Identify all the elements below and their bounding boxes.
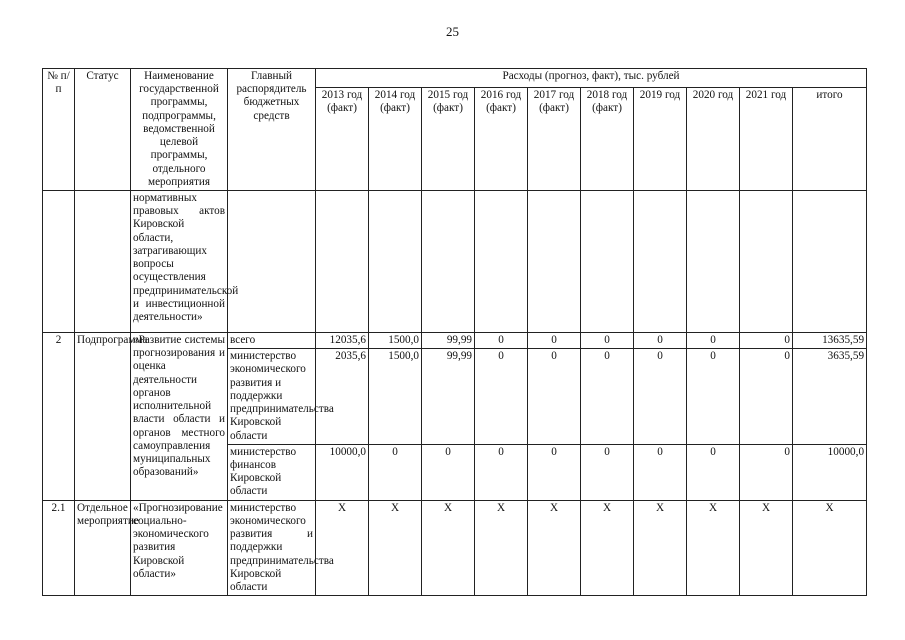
program2-total: 3635,59 <box>793 349 867 445</box>
item21-total: X <box>793 500 867 596</box>
program2-value: 0 <box>740 349 793 445</box>
item21-distributor: министерство экономического развития и поддержки предпринимательства Кировской области <box>228 500 316 596</box>
header-year: 2018 год (факт) <box>581 87 634 190</box>
item21-name: «Прогнозирование социально-экономического развития Кировской области» <box>131 500 228 596</box>
program2-value: 0 <box>581 444 634 500</box>
cell-empty <box>581 190 634 332</box>
item21-value: X <box>687 500 740 596</box>
item21-value: X <box>475 500 528 596</box>
program2-value: 0 <box>634 444 687 500</box>
program2-value: 0 <box>528 349 581 445</box>
program2-no: 2 <box>43 332 75 500</box>
program2-value: 0 <box>687 349 740 445</box>
item21-value: X <box>634 500 687 596</box>
header-name: Наименование государственной программы, подпрограммы, ведомственной целевой программы, отдельного мероприятия <box>131 69 228 191</box>
program2-value: 2035,6 <box>316 349 369 445</box>
program2-value: 12035,6 <box>316 332 369 348</box>
program2-distributor: всего <box>228 332 316 348</box>
item21-value: X <box>369 500 422 596</box>
program2-distributor: министерство финансов Кировской области <box>228 444 316 500</box>
program2-value: 0 <box>369 444 422 500</box>
program2-distributor: министерство экономического развития и поддержки предпринимательства Кировской области <box>228 349 316 445</box>
item21-no: 2.1 <box>43 500 75 596</box>
header-year: 2017 год (факт) <box>528 87 581 190</box>
item21-status: Отдельное мероприятие <box>75 500 131 596</box>
header-year: 2019 год <box>634 87 687 190</box>
program2-name: «Развитие системы прогнозирования и оценка деятельности органов исполнительной власти области и органов местного самоуправления муниципальных образований» <box>131 332 228 500</box>
program2-value: 0 <box>581 349 634 445</box>
program2-value: 0 <box>687 444 740 500</box>
header-year: 2016 год (факт) <box>475 87 528 190</box>
header-expenses: Расходы (прогноз, факт), тыс. рублей <box>316 69 867 88</box>
header-row-1 <box>43 69 867 88</box>
program2-value: 99,99 <box>422 349 475 445</box>
cell-empty <box>43 190 75 332</box>
item21-value: X <box>581 500 634 596</box>
program2-value: 0 <box>740 444 793 500</box>
header-distributor: Главный распорядитель бюджетных средств <box>228 69 316 191</box>
cell-empty <box>740 190 793 332</box>
program2-value: 0 <box>740 332 793 348</box>
cell-empty <box>316 190 369 332</box>
continuation-row <box>43 190 867 332</box>
item21-row <box>43 500 867 596</box>
program2-status: Подпрограмма <box>75 332 131 500</box>
program2-value: 0 <box>581 332 634 348</box>
header-total: итого <box>793 87 867 190</box>
expenses-table <box>42 68 867 596</box>
program2-value: 0 <box>475 444 528 500</box>
cell-empty <box>687 190 740 332</box>
header-year: 2020 год <box>687 87 740 190</box>
header-year: 2021 год <box>740 87 793 190</box>
program2-value: 0 <box>687 332 740 348</box>
header-year: 2015 год (факт) <box>422 87 475 190</box>
program2-value: 0 <box>528 444 581 500</box>
cell-empty <box>528 190 581 332</box>
program2-value: 0 <box>422 444 475 500</box>
program2-value: 1500,0 <box>369 349 422 445</box>
cell-empty <box>475 190 528 332</box>
program2-value: 0 <box>475 332 528 348</box>
cell-empty <box>422 190 475 332</box>
header-year: 2013 год (факт) <box>316 87 369 190</box>
program2-value: 0 <box>634 332 687 348</box>
header-status: Статус <box>75 69 131 191</box>
cell-empty <box>369 190 422 332</box>
program2-value: 0 <box>634 349 687 445</box>
item21-value: X <box>422 500 475 596</box>
header-no: № п/п <box>43 69 75 191</box>
program2-value: 0 <box>475 349 528 445</box>
program2-value: 0 <box>528 332 581 348</box>
program2-total: 13635,59 <box>793 332 867 348</box>
cell-empty <box>228 190 316 332</box>
program2-value: 10000,0 <box>316 444 369 500</box>
cell-empty <box>793 190 867 332</box>
program2-value: 99,99 <box>422 332 475 348</box>
page-number: 25 <box>446 24 459 39</box>
continuation-name: нормативных правовых актов Кировской области, затрагивающих вопросы осуществления предпринимательской и инвестиционной деятельности» <box>131 190 228 332</box>
program2-total: 10000,0 <box>793 444 867 500</box>
header-year: 2014 год (факт) <box>369 87 422 190</box>
item21-value: X <box>528 500 581 596</box>
item21-value: X <box>740 500 793 596</box>
item21-value: X <box>316 500 369 596</box>
cell-empty <box>634 190 687 332</box>
program2-total-row <box>43 332 867 348</box>
cell-empty <box>75 190 131 332</box>
program2-value: 1500,0 <box>369 332 422 348</box>
